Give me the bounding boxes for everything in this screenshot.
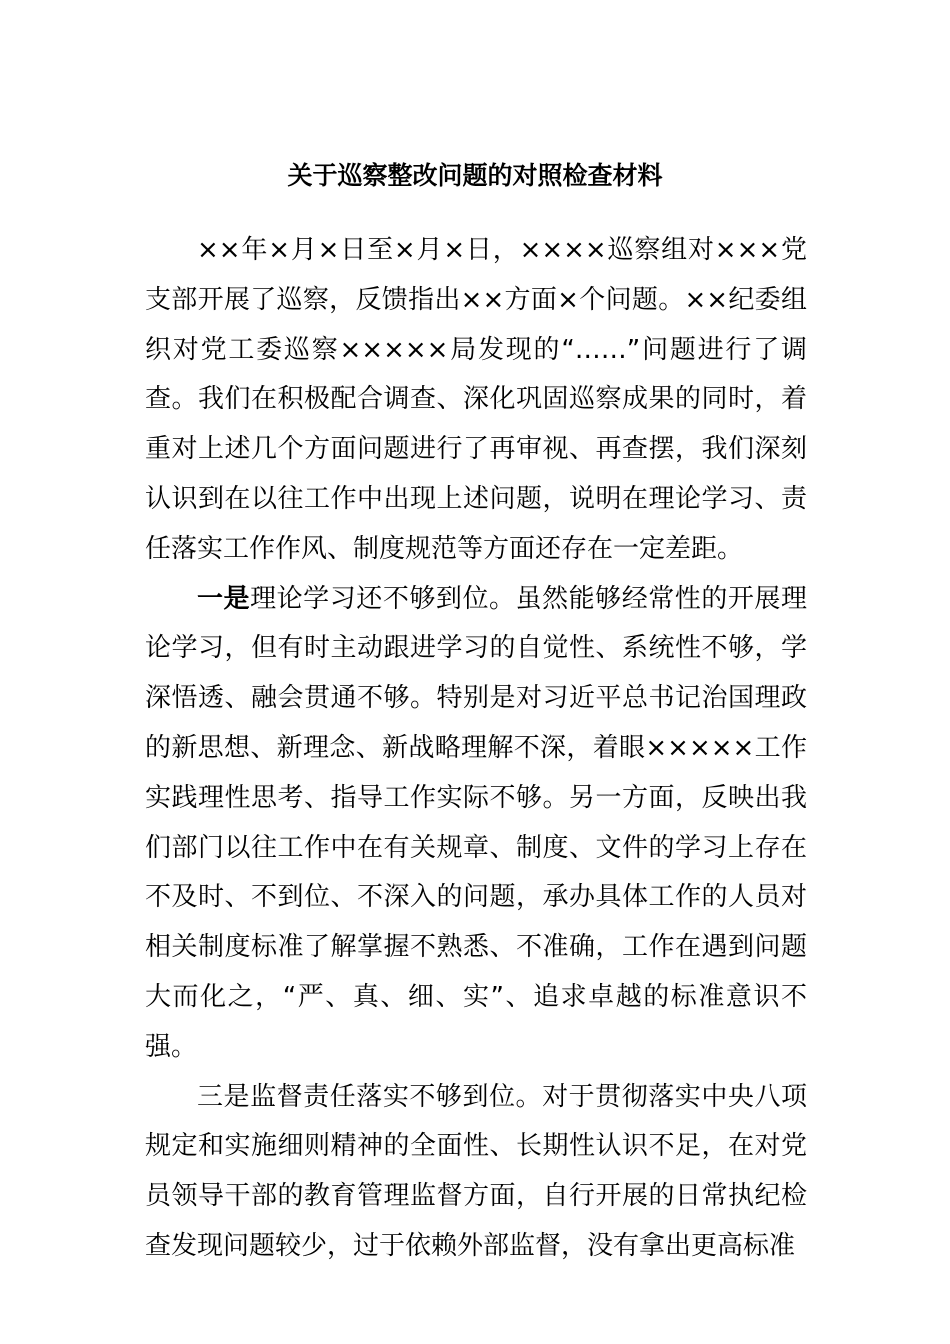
paragraph-point-three-text: 三是监督责任落实不够到位。对于贯彻落实中央八项规定和实施细则精神的全面性、长期性认识不足，在对党员领导干部的教育管理监督方面，自行开展的日常执纪检查发现问题较少，过于依赖外部监督，没有拿出更高标准 — [145, 1081, 807, 1261]
paragraph-point-one-text: 理论学习还不够到位。虽然能够经常性的开展理论学习，但有时主动跟进学习的自觉性、系统性不够，学深悟透、融会贯通不够。特别是对习近平总书记治国理政的新思想、新理念、新战略理解不深，着眼×××××工作实践理性思考、指导工作实际不够。另一方面，反映出我们部门以往工作中在有关规章、制度、文件的学习上存在不及时、不到位、不深入的问题，承办具体工作的人员对相关制度标准了解掌握不熟悉、不准确，工作在遇到问题大而化之，“严、真、细、实”、追求卓越的标准意识不强。 — [145, 583, 807, 1062]
paragraph-point-three — [145, 1073, 807, 1272]
paragraph-point-one-lead: 一是 — [197, 583, 251, 614]
document-title: 关于巡察整改问题的对照检查材料 — [287, 161, 663, 190]
document-body — [145, 226, 807, 1272]
paragraph-point-one — [145, 575, 807, 1073]
paragraph-intro — [145, 226, 807, 575]
paragraph-intro-text: ××年×月×日至×月×日，××××巡察组对×××党支部开展了巡察，反馈指出××方面×个问题。××纪委组织对党工委巡察×××××局发现的“……”问题进行了调查。我们在积极配合调查、深化巩固巡察成果的同时，着重对上述几个方面问题进行了再审视、再查摆，我们深刻认识到在以往工作中出现上述问题，说明在理论学习、责任落实工作作风、制度规范等方面还存在一定差距。 — [145, 235, 807, 564]
